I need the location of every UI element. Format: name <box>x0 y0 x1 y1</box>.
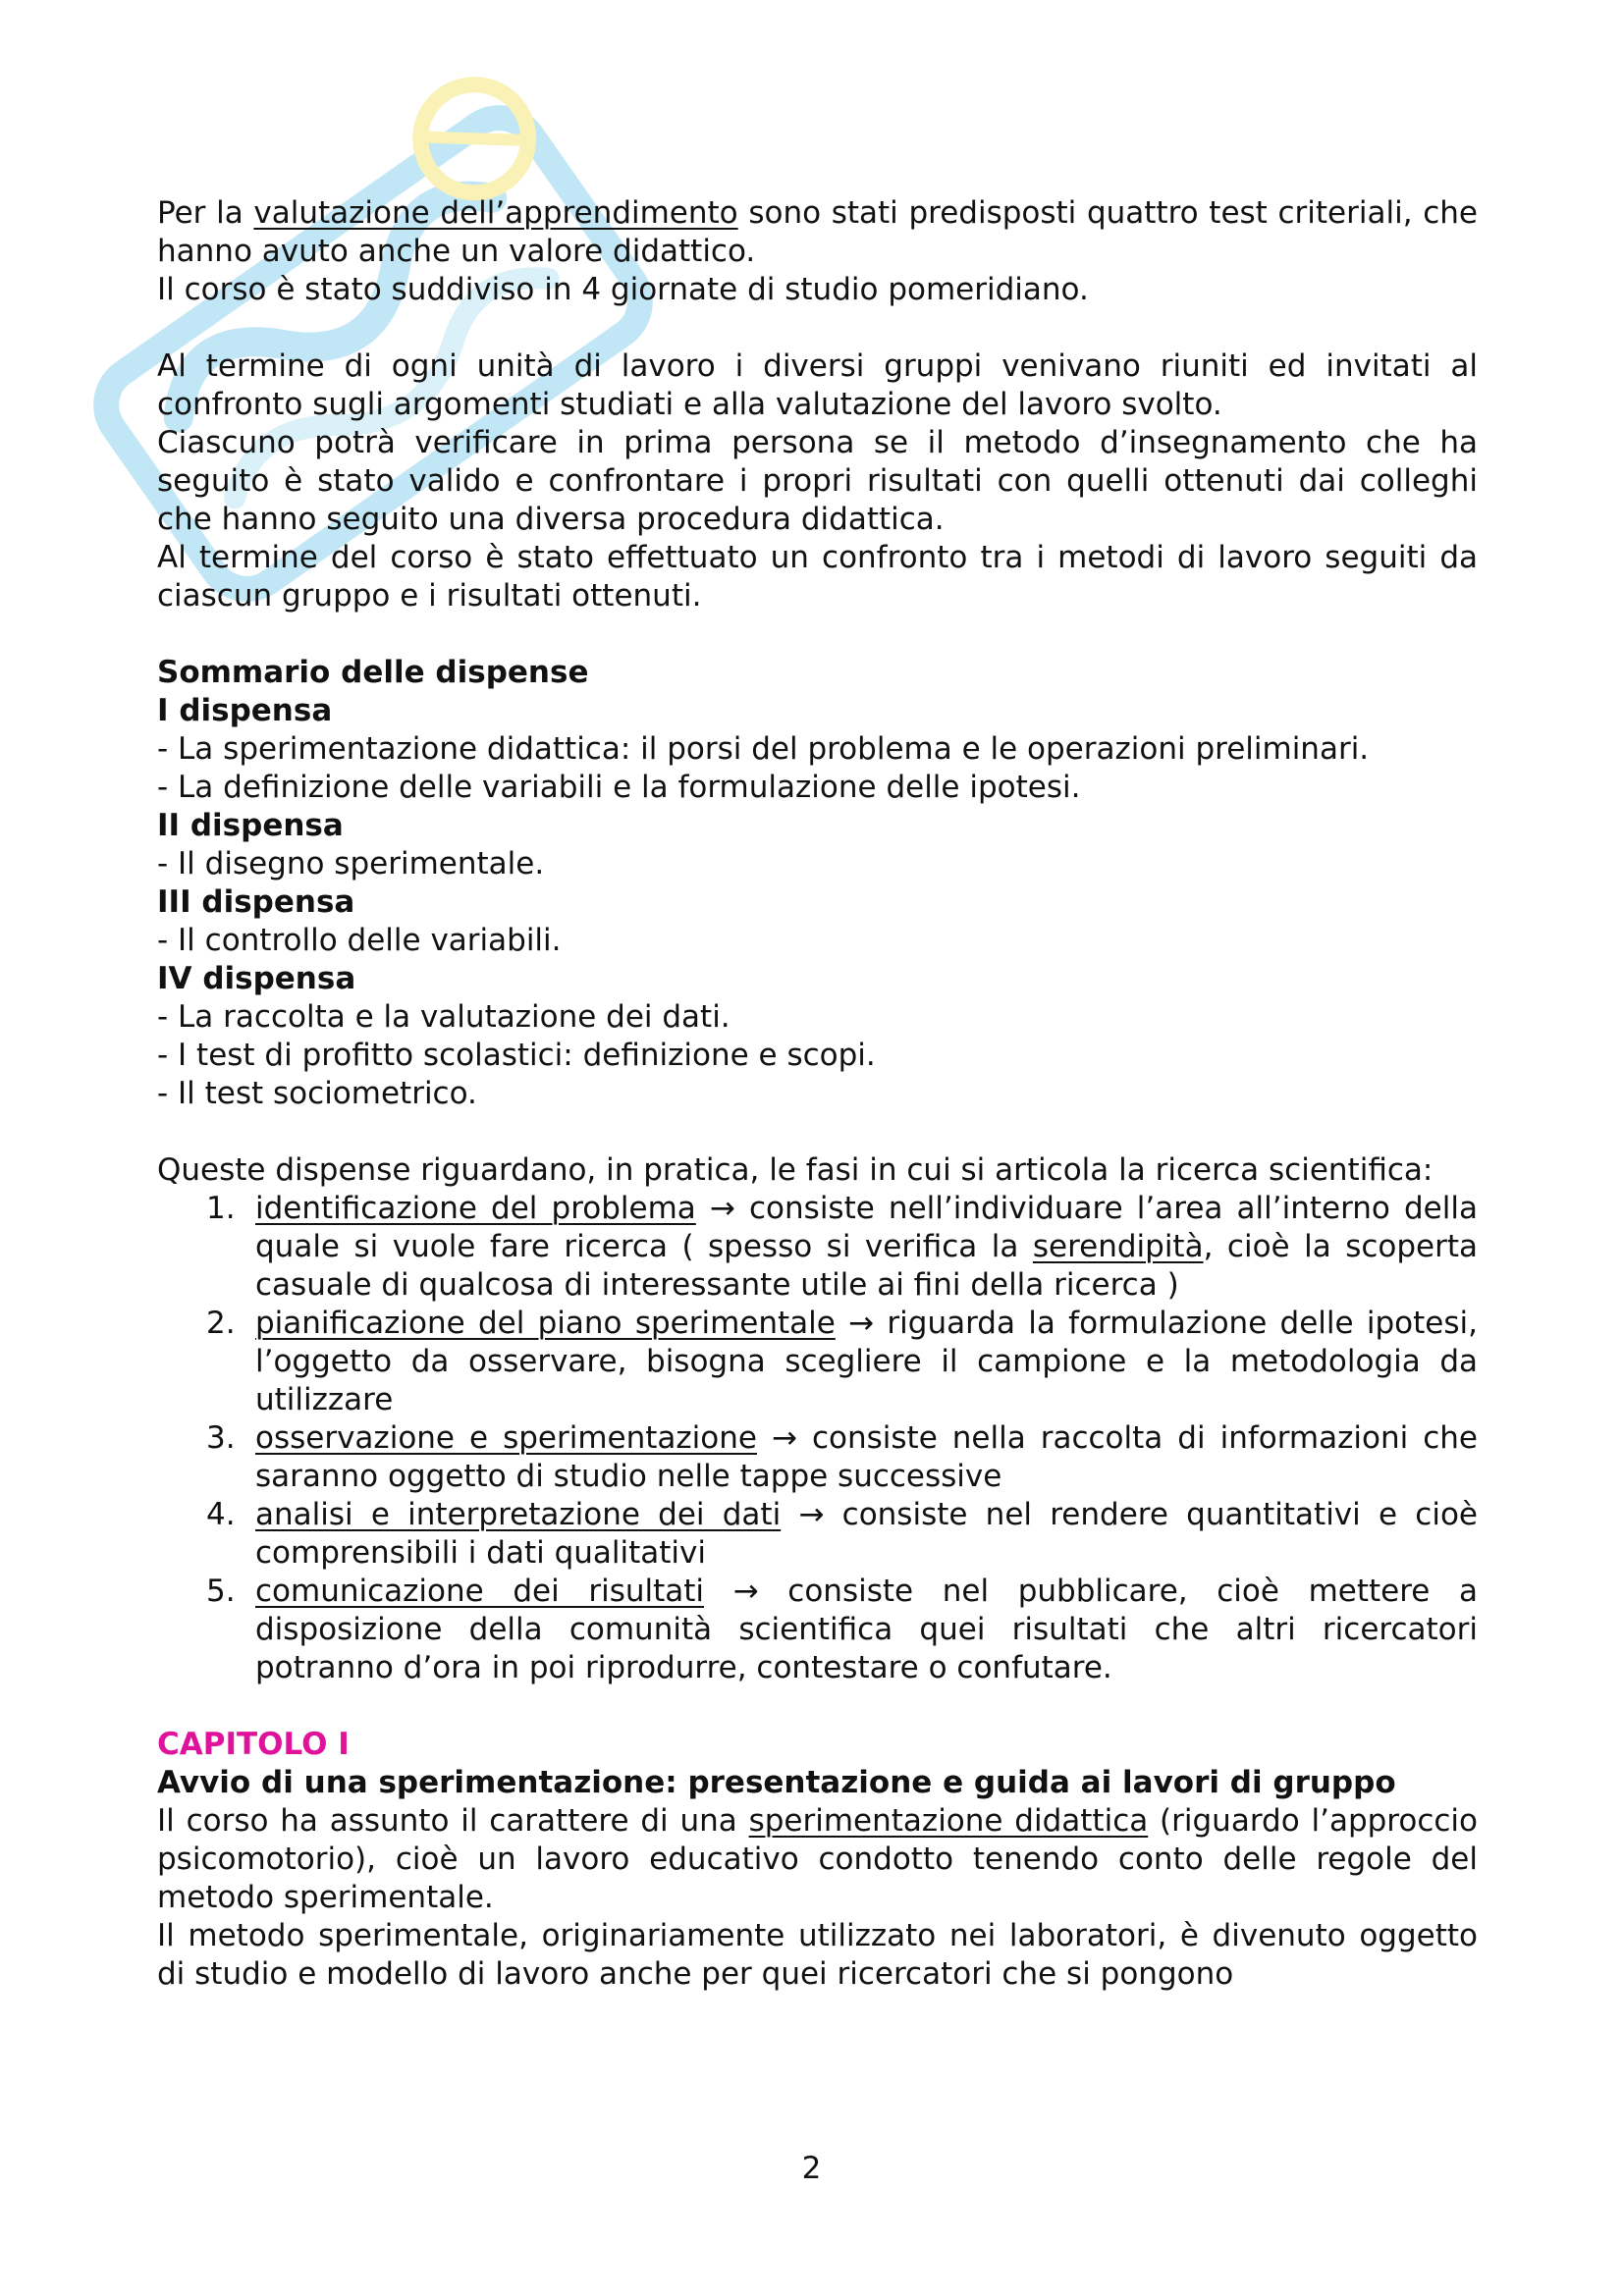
dispensa-2-item: - Il disegno sperimentale. <box>157 846 545 881</box>
dispensa-1-item: - La definizione delle variabili e la formulazione delle ipotesi. <box>157 770 1081 805</box>
intro-paragraph-1 <box>157 194 1478 271</box>
summary-title: Sommario delle dispense <box>157 655 589 690</box>
list-number: 3. <box>206 1420 236 1456</box>
phases-intro: Queste dispense riguardano, in pratica, le fasi in cui si articola la ricerca scientifica: <box>157 1152 1434 1188</box>
phase-term: identificazione del problema <box>255 1191 696 1226</box>
text: sono stati predisposti quattro test criteriali, che hanno avuto anche un valore didattico. <box>157 195 1478 269</box>
underlined-term: valutazione dell’apprendimento <box>253 195 738 231</box>
underlined-term: sperimentazione didattica <box>748 1803 1149 1839</box>
text: consiste nella raccolta di informazioni che saranno oggetto di studio nelle tappe successive <box>255 1420 1478 1494</box>
page-content <box>157 194 1478 1994</box>
text: consiste nell’individuare l’area all’interno della quale si vuole fare ricerca ( spesso si verifica la <box>255 1191 1478 1264</box>
phases-list <box>157 1190 1478 1687</box>
intro-paragraph-5: Al termine del corso è stato effettuato un confronto tra i metodi di lavoro seguiti da ciascun gruppo e i risultati ottenuti. <box>157 540 1478 614</box>
arrow-right-icon: → <box>772 1420 797 1456</box>
list-number: 4. <box>206 1497 236 1532</box>
list-number: 5. <box>206 1574 236 1609</box>
list-item <box>157 1190 1478 1305</box>
dispensa-1-title: I dispensa <box>157 693 333 728</box>
text: Per la <box>157 195 254 231</box>
text: consiste nel rendere quantitativi e cioè comprensibili i dati qualitativi <box>255 1497 1478 1571</box>
intro-paragraph-3: Al termine di ogni unità di lavoro i diversi gruppi venivano riuniti ed invitati al confronto sugli argomenti studiati e alla valutazione del lavoro svolto. <box>157 348 1478 422</box>
arrow-right-icon: → <box>848 1306 875 1341</box>
arrow-right-icon: → <box>732 1574 759 1609</box>
dispensa-3-title: III dispensa <box>157 884 355 920</box>
dispensa-4-item: - I test di profitto scolastici: definizione e scopi. <box>157 1038 876 1073</box>
phase-term: pianificazione del piano sperimentale <box>255 1306 836 1341</box>
phase-term: analisi e interpretazione dei dati <box>255 1497 782 1532</box>
intro-paragraph-2: Il corso è stato suddiviso in 4 giornate di studio pomeridiano. <box>157 272 1089 307</box>
intro-paragraph-4: Ciascuno potrà verificare in prima persona se il metodo d’insegnamento che ha seguito è stato valido e confrontare i propri risultati con quelli ottenuti dai colleghi che hanno seguito una diversa procedura didattica. <box>157 425 1478 537</box>
page-number: 2 <box>801 2151 822 2186</box>
text: (riguardo l’approccio psicomotorio), cioè un lavoro educativo condotto tenendo conto delle regole del metodo sperimentale. <box>157 1803 1478 1915</box>
chapter-label: CAPITOLO I <box>157 1727 350 1762</box>
text: consiste nel pubblicare, cioè mettere a disposizione della comunità scientifica quei risultati che altri ricercatori potranno d’ora in poi riprodurre, contestare o confutare. <box>255 1574 1478 1685</box>
text: riguarda la formulazione delle ipotesi, l’oggetto da osservare, bisogna scegliere il campione e la metodologia da utilizzare <box>255 1306 1478 1417</box>
chapter-title: Avvio di una sperimentazione: presentazione e guida ai lavori di gruppo <box>157 1765 1396 1800</box>
dispensa-2-title: II dispensa <box>157 808 344 843</box>
dispensa-3-item: - Il controllo delle variabili. <box>157 923 562 958</box>
list-number: 1. <box>206 1191 236 1226</box>
chapter-paragraph-1 <box>157 1802 1478 1917</box>
list-item <box>157 1573 1478 1687</box>
dispensa-4-title: IV dispensa <box>157 961 356 996</box>
text: , cioè la scoperta casuale di qualcosa di interessante utile ai fini della ricerca ) <box>255 1229 1479 1303</box>
dispensa-1-item: - La sperimentazione didattica: il porsi del problema e le operazioni preliminari. <box>157 731 1370 767</box>
list-item <box>157 1305 1478 1419</box>
list-item <box>157 1419 1478 1496</box>
list-item <box>157 1496 1478 1573</box>
phase-term: comunicazione dei risultati <box>255 1574 705 1609</box>
arrow-right-icon: → <box>709 1191 735 1226</box>
chapter-paragraph-2: Il metodo sperimentale, originariamente utilizzato nei laboratori, è divenuto oggetto di studio e modello di lavoro anche per quei ricercatori che si pongono <box>157 1918 1478 1992</box>
list-number: 2. <box>206 1306 236 1341</box>
dispensa-4-item: - Il test sociometrico. <box>157 1076 477 1111</box>
phase-term: osservazione e sperimentazione <box>255 1420 757 1456</box>
underlined-term: serendipità <box>1032 1229 1204 1264</box>
arrow-right-icon: → <box>798 1497 825 1532</box>
dispensa-4-item: - La raccolta e la valutazione dei dati. <box>157 999 730 1035</box>
text: Il corso ha assunto il carattere di una <box>157 1803 749 1839</box>
